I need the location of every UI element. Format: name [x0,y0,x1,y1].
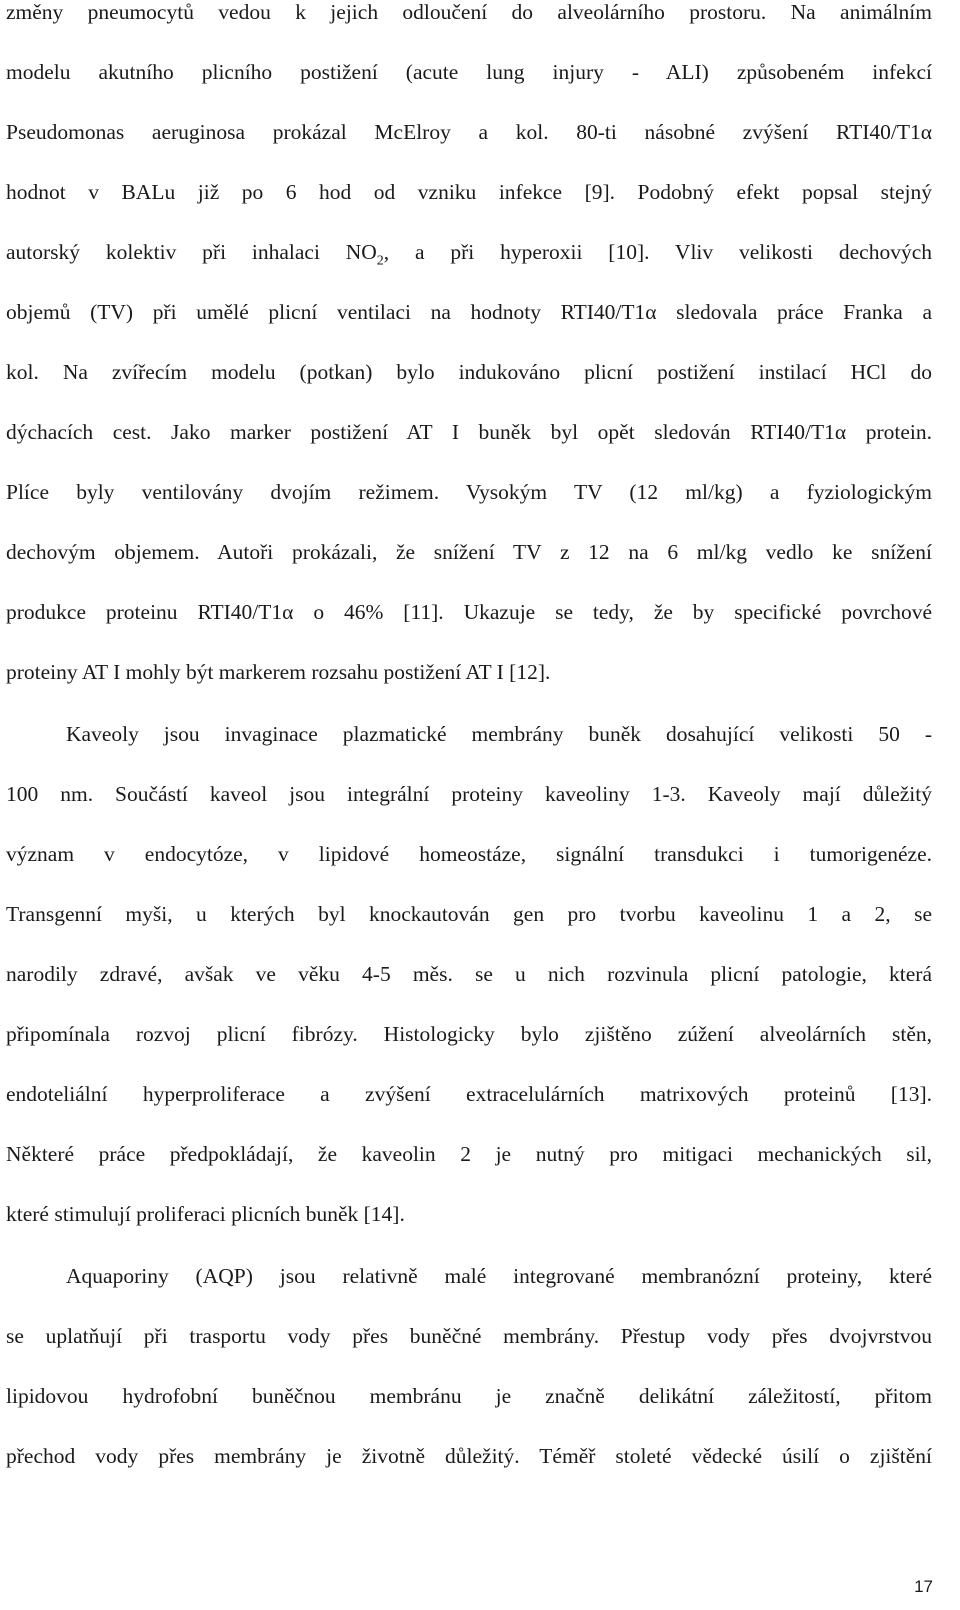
text-line: narodily zdravé, avšak ve věku 4-5 měs. se u nich rozvinula plicní patologie, která [6,962,932,986]
text-line: modelu akutního plicního postižení (acute lung injury - ALI) způsobeném infekcí [6,60,932,84]
text-line: změny pneumocytů vedou k jejich odloučení do alveolárního prostoru. Na animálním [6,0,932,24]
text-line: dýchacích cest. Jako marker postižení AT I buněk byl opět sledován RTI40/T1α protein. [6,420,932,444]
text-line: význam v endocytóze, v lipidové homeostáze, signální transdukci i tumorigenéze. [6,842,932,866]
paragraph-first-line: Kaveoly jsou invaginace plazmatické membrány buněk dosahující velikosti 50 - [66,722,932,746]
text-line: přechod vody přes membrány je životně důležitý. Téměř stoleté vědecké úsilí o zjištění [6,1444,932,1468]
text-line: lipidovou hydrofobní buněčnou membránu je značně delikátní záležitostí, přitom [6,1384,932,1408]
text-line: endoteliální hyperproliferace a zvýšení extracelulárních matrixových proteinů [13]. [6,1082,932,1106]
paragraph-first-line: Aquaporiny (AQP) jsou relativně malé integrované membranózní proteiny, které [66,1264,932,1288]
text-line: proteiny AT I mohly být markerem rozsahu postižení AT I [12]. [6,660,551,684]
text-line: Některé práce předpokládají, že kaveolin 2 je nutný pro mitigaci mechanických sil, [6,1142,932,1166]
text-line: hodnot v BALu již po 6 hod od vzniku infekce [9]. Podobný efekt popsal stejný [6,180,932,204]
text-line: dechovým objemem. Autoři prokázali, že snížení TV z 12 na 6 ml/kg vedlo ke snížení [6,540,932,564]
text-line: Transgenní myši, u kterých byl knockautován gen pro tvorbu kaveolinu 1 a 2, se [6,902,932,926]
subscript: 2 [376,253,384,269]
text-line: autorský kolektiv při inhalaci $NO_2$, a při hyperoxii [10]. Vliv velikosti dechových [6,240,932,269]
text-line: 100 nm. Součástí kaveol jsou integrální proteiny kaveoliny 1-3. Kaveoly mají důležitý [6,782,932,806]
text-line: produkce proteinu RTI40/T1α o 46% [11]. Ukazuje se tedy, že by specifické povrchové [6,600,932,624]
text-line: objemů (TV) při umělé plicní ventilaci na hodnoty RTI40/T1α sledovala práce Franka a [6,300,932,324]
text-line: kol. Na zvířecím modelu (potkan) bylo indukováno plicní postižení instilací HCl do [6,360,932,384]
text-line: připomínala rozvoj plicní fibrózy. Histologicky bylo zjištěno zúžení alveolárních stěn, [6,1022,932,1046]
text-line: se uplatňují při trasportu vody přes buněčné membrány. Přestup vody přes dvojvrstvou [6,1324,932,1348]
page-number: 17 [914,1577,933,1596]
text-line: Plíce byly ventilovány dvojím režimem. Vysokým TV (12 ml/kg) a fyziologickým [6,480,932,504]
text-line: které stimulují proliferaci plicních buněk [14]. [6,1202,405,1226]
text-line: Pseudomonas aeruginosa prokázal McElroy a kol. 80-ti násobné zvýšení RTI40/T1α [6,120,932,144]
